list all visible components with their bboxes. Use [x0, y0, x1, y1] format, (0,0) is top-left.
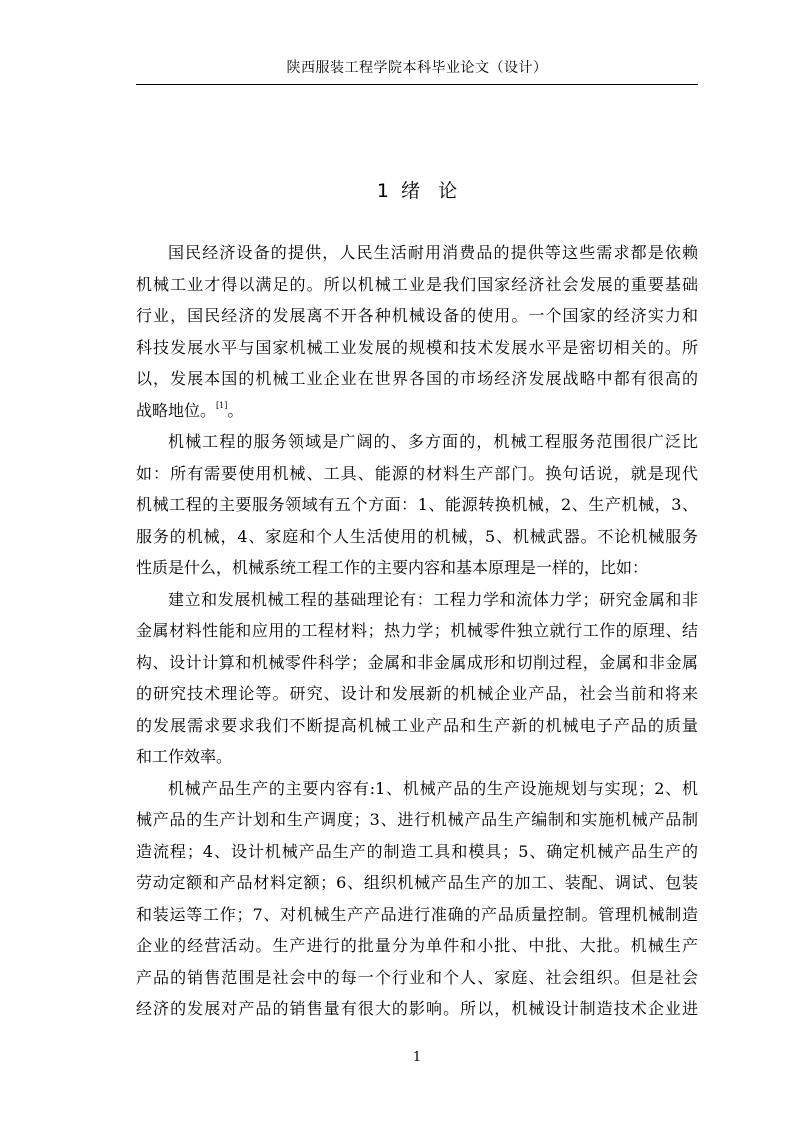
text-line: 行业，国民经济的发展离不开各种机械设备的使用。一个国家的经济实力和 [136, 306, 698, 325]
text-line: 如：所有需要使用机械、工具、能源的材料生产部门。换句话说，就是现代 [136, 463, 698, 483]
text-line: 国民经济设备的提供，人民生活耐用消费品的提供等这些需求都是依赖 [168, 243, 698, 262]
text-line: 经济的发展对产品的销售量有很大的影响。所以，机械设计制造技术企业进 [136, 999, 698, 1018]
text-line: 产品的销售范围是社会中的每一个行业和个人、家庭、社会组织。但是社会 [136, 967, 698, 987]
paragraph-2 [136, 426, 698, 584]
paragraph-3 [136, 584, 698, 773]
header-rule [136, 84, 698, 85]
text-line: 服务的机械，4、家庭和个人生活使用的机械，5、机械武器。不论机械服务 [136, 526, 698, 546]
text-line: 的发展需求要求我们不断提高机械工业产品和生产新的机械电子产品的质量 [136, 715, 698, 735]
text-line: 的研究技术理论等。研究、设计和发展新的机械企业产品，社会当前和将来 [136, 684, 698, 703]
text-line: 械产品的生产计划和生产调度；3、进行机械产品生产编制和实施机械产品制 [136, 810, 698, 829]
text-line: 金属材料性能和应用的工程材料；热力学；机械零件独立就行工作的原理、结 [136, 621, 698, 640]
text-line-tail: 。 [227, 400, 244, 420]
text-line: 建立和发展机械工程的基础理论有：工程力学和流体力学；研究金属和非 [168, 589, 698, 609]
text-line-content: 战略地位。 [136, 400, 217, 420]
text-line: 机械工程的服务领域是广阔的、多方面的，机械工程服务范围很广泛比 [168, 432, 698, 451]
text-line [136, 395, 698, 427]
text-line: 机械产品生产的主要内容有:1、机械产品的生产设施规划与实现；2、机 [168, 778, 698, 798]
text-line: 和工作效率。 [136, 747, 233, 766]
text-line: 科技发展水平与国家机械工业发展的规模和技术发展水平是密切相关的。所 [136, 337, 698, 357]
chapter-title: 1 绪 论 [376, 180, 458, 202]
running-header: 陕西服装工程学院本科毕业论文（设计） [286, 60, 548, 76]
text-line: 机械工程的主要服务领域有五个方面：1、能源转换机械，2、生产机械，3、 [136, 495, 698, 514]
page-number: 1 [412, 1050, 422, 1065]
text-line: 机械工业才得以满足的。所以机械工业是我们国家经济社会发展的重要基础 [136, 274, 698, 294]
paragraph-4 [136, 773, 698, 1025]
text-line: 造流程；4、设计机械产品生产的制造工具和模具；5、确定机械产品生产的 [136, 841, 698, 861]
paragraph-1 [136, 237, 698, 426]
text-line: 企业的经营活动。生产进行的批量分为单件和小批、中批、大批。机械生产 [136, 936, 698, 955]
citation-marker: [1] [216, 400, 228, 410]
text-line: 构、设计计算和机械零件科学；金属和非金属成形和切削过程，金属和非金属 [136, 652, 698, 672]
text-line: 以，发展本国的机械工业企业在世界各国的市场经济发展战略中都有很高的 [136, 369, 698, 388]
text-line: 性质是什么，机械系统工程工作的主要内容和基本原理是一样的，比如： [136, 558, 649, 577]
text-line: 劳动定额和产品材料定额；6、组织机械产品生产的加工、装配、调试、包装 [136, 873, 698, 892]
text-line: 和装运等工作；7、对机械生产产品进行准确的产品质量控制。管理机械制造 [136, 904, 698, 924]
body-text [136, 237, 698, 1025]
